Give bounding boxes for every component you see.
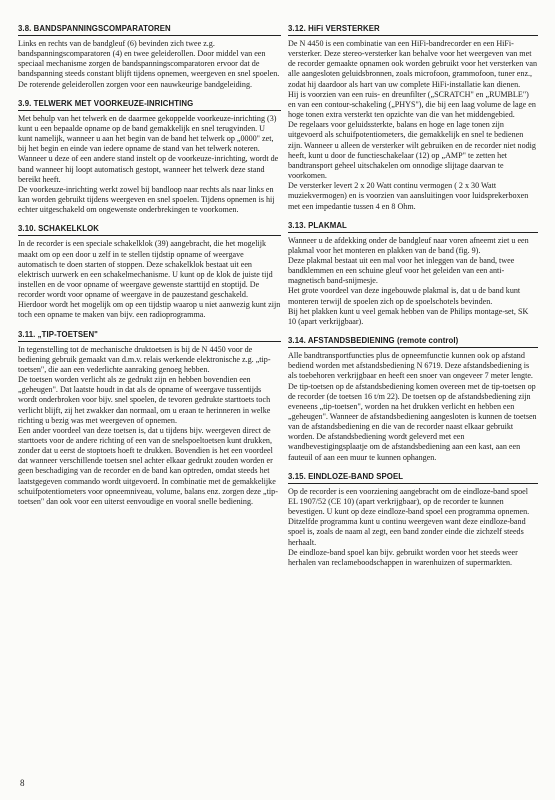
section-schakelklok: [18, 224, 281, 320]
right-column: [288, 24, 538, 577]
section-heading: 3.12. HiFi VERSTERKER: [288, 24, 538, 36]
paragraph: In tegenstelling tot de mechanische druktoetsen is bij de N 4450 voor de bediening gebruik gemaakt van d.m.v. relais werkende elektronische z.g. „tip-toetsen", die aan een vederlichte aanraking genoeg hebben.: [18, 344, 271, 374]
paragraph: Bij het plakken kunt u veel gemak hebben van de Philips montage-set, SK 10 (apart verkrijgbaar).: [288, 306, 529, 326]
section-plakmal: [288, 221, 538, 327]
paragraph: De voorkeuze-inrichting werkt zowel bij bandloop naar rechts als naar links en kan worden gebruikt tijdens weergeven en snel spoelen. Tijdens opnemen is hij echter uitgeschakeld om ongewenste onderbrekingen te voorkomen.: [18, 184, 275, 215]
section-heading: 3.14. AFSTANDSBEDIENING (remote control): [288, 336, 538, 348]
paragraph: De versterker levert 2 x 20 Watt continu vermogen ( 2 x 30 Watt muziekvermogen) en is voorzien van aansluitingen voor luidsprekerboxen met een impedantie tussen 4 en 8 Ohm.: [288, 181, 529, 211]
section-heading: 3.8. BANDSPANNINGSCOMPARATOREN: [18, 24, 281, 36]
section-heading: 3.13. PLAKMAL: [288, 221, 538, 233]
paragraph: Hij is voorzien van een ruis- en dreunfilter („SCRATCH" en „RUMBLE") en van een contour-schakeling („PHYS"), die bij een laag volume de lage en hoge tonen extra versterkt ten opzichte van die van het middengebied.: [288, 89, 536, 120]
paragraph: De N 4450 is een combinatie van een HiFi-bandrecorder en een HiFi-versterker. Deze stereo-versterker kan behalve voor het weergeven van met de recorder gemaakte opnamen ook worden gebruikt voor het versterken van alle aangesloten geluidsbronnen, zoals microfoon, grammofoon, tuner enz., zodat hij daardoor als hart van uw complete HiFi-installatie kan dienen.: [288, 39, 538, 89]
section-hifi-versterker: [288, 24, 538, 212]
section-heading: 3.11. „TIP-TOETSEN": [18, 330, 281, 342]
section-bandspanningscomparatoren: [18, 24, 281, 90]
section-telwerk: [18, 99, 281, 216]
paragraph: Alle bandtransportfuncties plus de opneemfunctie kunnen ook op afstand bediend worden met afstandsbediening N 6719. Deze afstandsbediening is als toebehoren verkrijgbaar en heeft een snoer van ongeveer 7 meter lengte. De tip-toetsen op de afstandsbediening komen overeen met de tip-toetsen op de recorder (de toetsen 16 t/m 22). De toetsen op de afstandsbediening zijn eveneens „tip-toetsen", worden na het drukken verlicht en hebben een „geheugen". Wanneer de afstandsbediening aangesloten is kunnen de toetsen van de afstandsbediening en die van de recorder naast elkaar gebruikt worden. De afstandsbediening wordt geleverd met een wandbevestigingsplaatje om de afstandsbediening aan een kast, aan een fauteuil of aan een muur te kunnen ophangen.: [288, 351, 537, 462]
section-afstandsbediening: [288, 336, 538, 463]
paragraph: Een ander voordeel van deze toetsen is, dat u tijdens bijv. weergeven direct de starttoets voor de andere richting of een van de snelspoeltoetsen kunt drukken, zonder dat u eerst de stoptoets hoeft te drukken. Bovendien is het een voordeel dat wanneer verschillende toetsen snel achter elkaar gedrukt zouden worden er geen beschadiging van de recorder en de band kan optreden, omdat steeds het laatstgegeven commando wordt uitgevoerd. In combinatie met de gemakkelijke schuifpotentiometers voor opneemniveau, volume, balans enz. zorgen deze „tip-toetsen" dan ook voor een uiterst eenvoudige en vooral snelle bediening.: [18, 425, 278, 506]
left-column: [18, 24, 281, 516]
paragraph: Hierdoor wordt het mogelijk om op een tijdstip waarop u niet aanwezig kunt zijn toch een opname te maken van bijv. een radioprogramma.: [18, 300, 281, 320]
paragraph: In de recorder is een speciale schakelklok (39) aangebracht, die het mogelijk maakt om op een door u zelf in te stellen tijdstip opname of weergave automatisch te doen starten of stoppen. Deze schakelklok bestaat uit een elektrisch uurwerk en een schakelmechanisme. U kunt op de klok de juiste tijd instellen en de voor opname of weergave gewenste starttijd en stoptijd. De recorder wordt voor opname of weergave in de pauzestand geschakeld.: [18, 239, 273, 300]
paragraph: Met behulp van het telwerk en de daarmee gekoppelde voorkeuze-inrichting (3) kunt u een bepaalde opname op de band gemakkelijk en snel terugvinden. U kunt namelijk, wanneer u aan het begin van de band het telwerk op „0000" zet, bij het begin en einde van iedere opname de stand van het telwerk noteren. Wanneer u deze of een andere stand instelt op de voorkeuze-inrichting, wordt de band wanneer hij loopt automatisch gestopt, wanneer het telwerk deze stand bereikt heeft.: [18, 113, 279, 184]
paragraph: Op de recorder is een voorziening aangebracht om de eindloze-band spoel EL 1907/52 (CE 10) (apart verkrijgbaar), op de recorder te kunnen bevestigen. U kunt op deze eindloze-band spoel een programma opnemen. Ditzelfde programma kunt u continu weergeven want deze eindloze-band spoel is, zoals de naam al zegt, een band zonder einde die zichzelf steeds herhaalt.: [288, 486, 530, 547]
paragraph: De toetsen worden verlicht als ze gedrukt zijn en hebben bovendien een „geheugen". Dat laatste houdt in dat als de opname of weergave tussentijds wordt onderbroken voor bijv. snel spoelen, de tevoren gedrukte starttoets toch verlicht blijft, zij het zwakker dan normaal, om u eraan te herinneren in welke richting u bezig was met weergeven of opnemen.: [18, 375, 271, 425]
paragraph: Deze plakmal bestaat uit een mal voor het inleggen van de band, twee bandklemmen en een schuine gleuf voor het geleiden van een anti-magnetisch band-snijmesje.: [288, 255, 515, 286]
paragraph: Wanneer u de afdekking onder de bandgleuf naar voren afneemt ziet u een plakmal voor het monteren en plakken van de band (fig. 9).: [288, 235, 529, 255]
section-eindloze-band-spoel: [288, 472, 538, 568]
paragraph: Links en rechts van de bandgleuf (6) bevinden zich twee z.g. bandspanningscomparatoren (4) en twee geleiderollen. Door middel van een speciaal mechanisme zorgen de bandspanningscomparatoren ervoor dat de bandspanning steeds constant blijft tijdens opnemen, weergeven en snel spoelen. De roterende geleiderollen zorgen voor een nauwkeurige bandgeleiding.: [18, 39, 280, 89]
section-heading: 3.15. EINDLOZE-BAND SPOEL: [288, 472, 538, 484]
paragraph: De eindloze-band spoel kan bijv. gebruikt worden voor het steeds weer herhalen van reclameboodschappen in warenhuizen of supermarkten.: [288, 547, 518, 567]
paragraph: Het grote voordeel van deze ingebouwde plakmal is, dat u de band kunt monteren terwijl de spoelen zich op de spoelschotels bevinden.: [288, 286, 521, 306]
section-heading: 3.9. TELWERK MET VOORKEUZE-INRICHTING: [18, 99, 281, 111]
paragraph: De regelaars voor geluidssterkte, balans en hoge en lage tonen zijn uitgevoerd als schuifpotentiometers, die gemakkelijk en snel te bedienen zijn. Wanneer u alleen de versterker wilt gebruiken en de recorder niet nodig heeft, kunt u door de functieschakelaar (12) op „AMP" te zetten het bandtransport geheel uitschakelen om onnodige slijtage daarvan te voorkomen.: [288, 120, 536, 181]
section-heading: 3.10. SCHAKELKLOK: [18, 224, 281, 236]
page-number: 8: [20, 778, 25, 788]
section-tip-toetsen: [18, 330, 281, 508]
